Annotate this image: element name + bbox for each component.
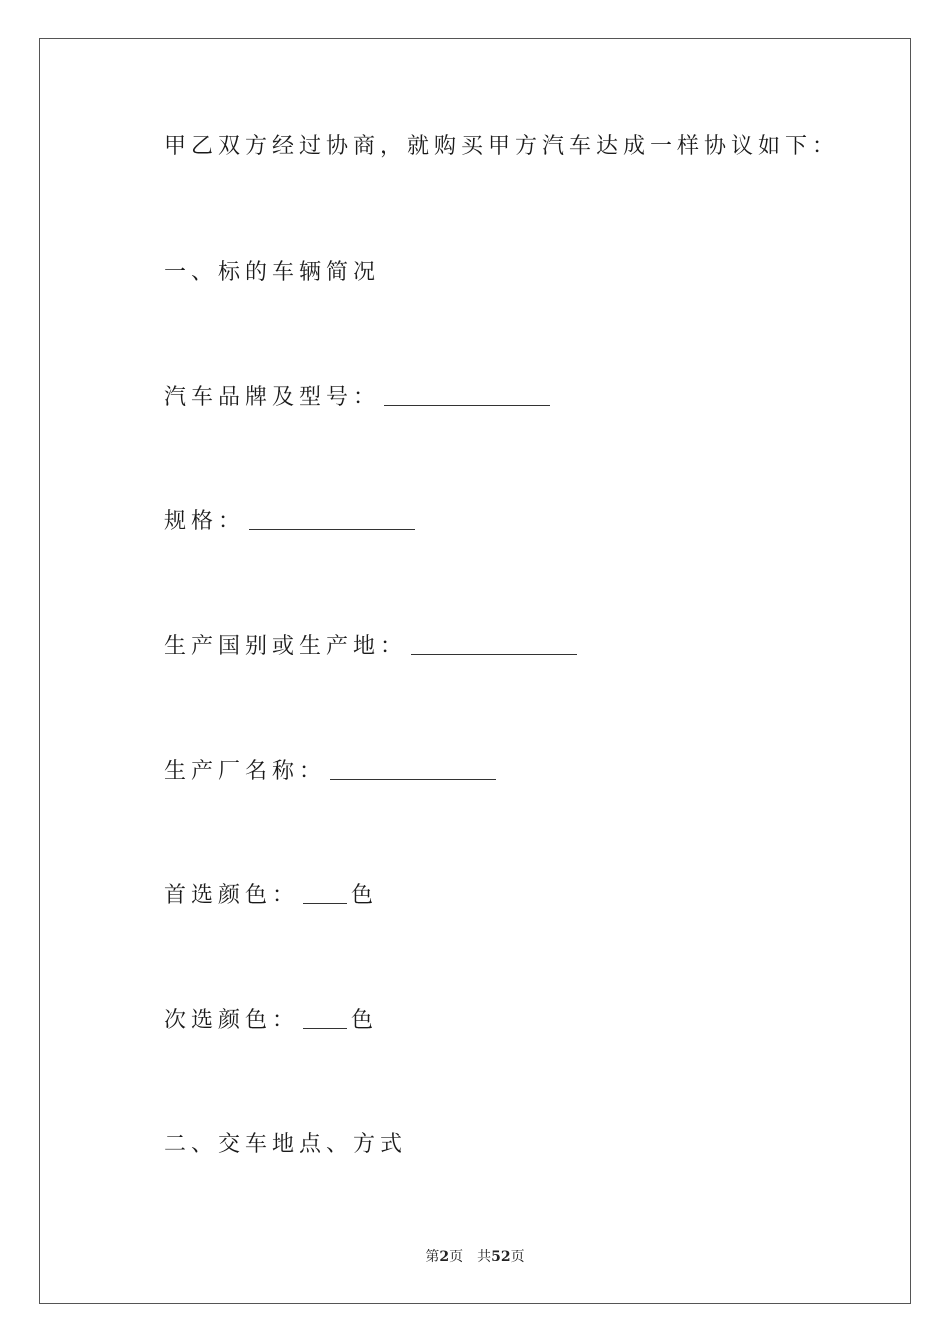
field-spec (164, 507, 415, 537)
manufacturer-blank[interactable] (330, 759, 496, 780)
section-heading-vehicle (164, 258, 380, 288)
intro-text: 甲乙双方经过协商，就购买甲方汽车达成一样协议如下： (164, 134, 840, 159)
spec-blank[interactable] (249, 509, 415, 530)
page-prefix: 第 (425, 1249, 440, 1265)
field-primary-color (164, 881, 378, 911)
spec-label: 规格： (164, 509, 246, 534)
page-border (39, 38, 911, 1304)
brand-model-blank[interactable] (384, 385, 550, 406)
primary-color-suffix: 色 (351, 883, 379, 908)
section1-heading-text: 一、标的车辆简况 (164, 260, 381, 285)
origin-blank[interactable] (411, 634, 577, 655)
field-manufacturer (164, 757, 496, 787)
field-secondary-color (164, 1006, 378, 1036)
total-pages: 52 (491, 1249, 511, 1265)
secondary-color-suffix: 色 (351, 1008, 379, 1033)
page-number: 2 (439, 1249, 450, 1265)
secondary-color-blank[interactable] (303, 1008, 347, 1029)
section-heading-delivery (164, 1130, 407, 1160)
page-suffix: 页 (449, 1249, 464, 1265)
primary-color-blank[interactable] (303, 883, 347, 904)
total-suffix: 页 (510, 1249, 525, 1265)
manufacturer-label: 生产厂名称： (164, 759, 327, 784)
total-prefix: 共 (477, 1249, 492, 1265)
page-footer (0, 1247, 950, 1267)
field-brand-model (164, 383, 550, 413)
primary-color-label: 首选颜色： (164, 883, 300, 908)
intro-paragraph (164, 132, 839, 162)
secondary-color-label: 次选颜色： (164, 1008, 300, 1033)
section2-heading-text: 二、交车地点、方式 (164, 1132, 408, 1157)
brand-model-label: 汽车品牌及型号： (164, 385, 381, 410)
origin-label: 生产国别或生产地： (164, 634, 408, 659)
field-origin (164, 632, 577, 662)
